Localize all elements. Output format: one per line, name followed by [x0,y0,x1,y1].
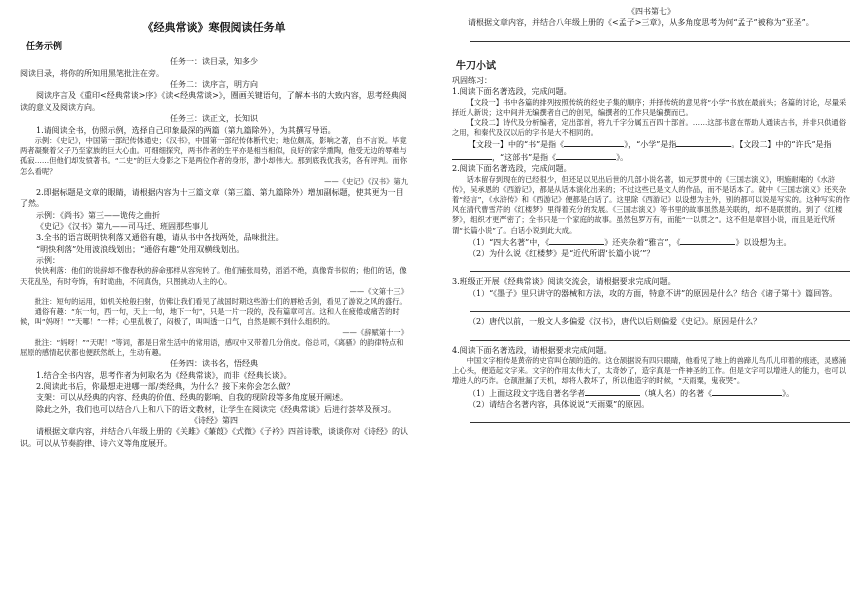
q2-blank-1[interactable] [549,236,604,245]
q4-blank-2[interactable] [712,387,782,396]
task3-item2: 2.即据标题是文章的眼睛，请根据内容为十三篇文章（第三篇、第九篇除外）增加副标题，使其更为一目了然。 [20,187,404,209]
quote-1-note: 批注：短句的运用，如机关枪般扫射，仿佛让我们看见了战国时期这些游士们的唇枪舌剑，看见了游说之风的盛行。 [34,297,407,307]
q1-fill-text-e: 》。 [616,152,629,162]
task3-item1: 1.请阅读全书，仿照示例，选择自己印象最深的两篇（第九篇除外），为其撰写导语。 [36,125,336,135]
task3-item3-sub: “明快利落”处用波浪线划出；“通俗有趣”处用双横线划出。 [36,244,245,254]
answer-line[interactable] [470,261,850,272]
q2-paragraph: 话本留存到现在的已经很少，但还足以见出后世的几部小说名著，如元罗贯中的《三国志演义》，明施耐庵的《水浒传》，吴承恩的《西游记》，都是从话本演化出来的；不过这些已是文人的作品，而不是话本了。就中《三国志演义》还夹杂着“经言”，《水浒传》和《西游记》便都是白话了。这里除《西游记》以设想为主外，别的都可以说是写实的。这种写实的作风在清代曹雪芹的《红楼梦》里得着充分的发展。《三国志演义》等书里的故事虽然是关联的，却不是联贯的。到了《红楼梦》，组织才更严密了；全书只是一个家庭的故事。虽然包罗万有，而能“一以贯之”。这不但是章回小说，而且是近代所谓“长篇小说”了。白话小说到此大成。 [452,174,850,235]
q2-sub2: （2）为什么说《红楼梦》是“近代所谓‘长篇小说’”？ [468,249,655,259]
q1-blank-1[interactable] [564,138,624,147]
q4-sub1-text-a: （1）上面这段文字选自著名学者 [468,388,586,398]
q1-blank-3[interactable] [452,151,492,160]
q1-paragraph-2: 【文段二】诗代及分析编者，定出部首，将九千字分属五百四十部首。……这部书意在帮助人通读古书，并非只供通俗之用，和秦代及汉以后的字书是大不相同的。 [452,118,847,138]
task3-example-sign: ——《史记》《汉书》第九 [324,176,408,186]
q1-fill-line [452,138,850,163]
q4-sub1 [452,387,850,399]
task3-example: 示例：《史记》，中国第一部纪传体通史；《汉书》，中国第一部纪传体断代史；地位颇高，影响之著，自不言说。毕竟两者凝聚着父子乃至家族的巨大心血。可细细探究，两书作者的生平亦是相当相似，良好的家学熏陶，他受无边的辱难与孤寂……但他们却发愤著书。“二史”的巨大身影之下是两位作者的身形，渺小却伟大。那到底我优我劣，各有评判。而你怎么看呢？ [20,135,407,176]
task4-heading: 任务四：读书名，悟经典 [170,359,258,369]
question-1: 1.阅读下面名著选段，完成问题。 [452,87,572,97]
q3-sub1: （1）“《墨子》里只讲守的器械和方法，攻的方面，特意不讲”的原因是什么？结合《诸子第十》篇回答。 [468,288,838,298]
practice-label: 巩固练习： [452,75,492,85]
q4-sub1-text-b: （填人名）的名著《 [640,388,713,398]
question-2: 2.阅读下面名著选段，完成问题。 [452,164,572,174]
q1-fill-text-c: 。【文段二】中的“许氏”是指 [731,140,832,150]
task3-heading: 任务三：读正文，长知识 [170,114,258,124]
question-4: 4.阅读下面名著选段，请根据要求完成问题。 [452,345,612,355]
practice-section-heading: 牛刀小试 [456,60,496,72]
task3-item2-example: 示例：《尚书》第三——诡传之曲折 [36,210,160,220]
task4-item3: 支架：可以从经典的内容、经典的价值、经典的影响、自我的现阶段等多角度展开阐述。 [36,393,348,403]
q2-blank-2[interactable] [680,236,735,245]
quote-1-sign: ——《文第十三》 [349,286,408,296]
q4-sub1-text-c: 》。 [782,388,795,398]
q1-fill-text-b: 》，“小学”是指 [624,140,677,150]
page-title: 《经典常谈》寒假阅读任务单 [142,21,286,34]
task2-text: 阅读序言及《重印<经典常谈>序》《读<经典常谈>》，圈画关键语句，了解本书的大致内容，思考经典阅读的意义及阅读方向。 [20,91,407,112]
task1-text: 阅读目录，将你的所知用黑笔批注在旁。 [20,68,164,78]
q4-paragraph: 中国文字相传是黄帝的史官叫仓颉的造的。这仓颉据说有四只眼睛，他看见了地上的兽蹄儿鸟爪儿印着的痕迹，灵感涌上心头，便造起文字来。文字的作用太伟大了，太奇妙了，造字真是一件神圣的工作。但是文字可以增进人的能力，也可以增进人的巧诈。仓颉泄漏了天机，却将人教坏了，所以他造字的时候，“天雨粟，鬼夜哭”。 [452,355,847,386]
four-books-text: 请根据文章内容，并结合八年级上册的《<孟子>三章》，从多角度思考为何“孟子”被称为“亚圣”。 [468,18,814,28]
poetry-heading: 《诗经》第四 [190,416,238,426]
q1-fill-text-d: ，“这部书”是指《 [492,152,557,162]
answer-line[interactable] [470,330,850,341]
task4-item2: 2.阅读此书后，你最想走进哪一部/类经典，为什么？接下来你会怎么做？ [36,381,295,391]
right-column [452,6,850,427]
task3-item3-label: 示例： [36,256,60,266]
answer-line[interactable] [470,301,850,312]
section-heading: 任务示例 [26,41,63,52]
q4-blank-1[interactable] [585,387,640,396]
q1-blank-4[interactable] [556,151,616,160]
quote-2-sign: ——《辞赋第十一》 [342,327,408,337]
quote-2: 通俗有趣：“东一句，西一句，天上一句，地下一句”，只是一片一段的，没有篇章可言。这和人在疲倦或痛苦的时候，叫“妈呀！”“天哪！”一样；心里乱极了，闷极了，叫叫透一口气，自然是顾不到什么组织的。 [20,307,400,327]
quote-2-note: 批注：“妈呀！”“天呢！”等词，都是日常生活中的常用语，感叹中又带着几分俏皮。俗总司，《离骚》的韵律特点和屈原的感情起伏都也便跃然纸上，生动有趣。 [20,337,404,358]
task3-item2-example2: 《史记》《汉书》第九——司马迁、班固那些事儿 [36,221,208,231]
task4-summary: 除此之外，我们也可以结合八上和八下的语文教材，让学生在阅读完《经典常谈》后进行荟萃及预习。 [36,404,396,414]
q2-sub1-text-a: （1）“四大名著”中，《 [468,237,550,247]
quote-1: 快快利落：他们的说辞却不像春秋的辞命那样从容宛转了。他们铺张局势，滔滔不绝，真像背书似的；他们的话，像天花乱坠，有时夸饰，有时诡曲，不问真伪，只图挑动人主的心。 [20,266,407,286]
answer-line[interactable] [470,412,850,423]
q1-fill-text-a: 【文段一】中的“书”是指《 [468,140,565,150]
q4-sub2: （2）请结合名著内容，具体说说“天雨粟”的原因。 [468,399,650,409]
q1-paragraph-1: 【文段一】书中各篇的排列按照传统的经史子集的顺序；并择传统的意见将“小学”书放在最前头；各篇的讨论，尽量采择近人新说；这中间并无编撰者自己的创见，编撰者的工作只是编撰而已。 [452,97,847,117]
q3-sub2: （2）唐代以前，一般文人多偏爱《汉书》，唐代以后则偏爱《史记》。原因是什么？ [468,317,762,327]
task3-item3: 3.全书的语言既明快利落又通俗有趣，请从书中各找两处，品味批注。 [36,233,284,243]
task1-heading: 任务一：读目录，知多少 [170,57,258,67]
question-3: 3.班级正开展《经典常谈》阅读交流会，请根据要求完成问题。 [452,277,676,287]
four-books-heading: 《四书第七》 [627,7,675,16]
q1-blank-2[interactable] [676,138,731,147]
q2-sub1-text-b: 》还夹杂着“雅言”，《 [604,237,681,247]
answer-line[interactable] [470,31,850,42]
task4-item1: 1.结合全书内容，思考作者为何取名为《经典常谈》，而非《经典长谈》。 [36,370,292,380]
task2-heading: 任务二：读序言，明方向 [170,80,258,90]
left-column [20,6,408,449]
q2-sub1 [452,236,850,248]
q2-sub1-text-c: 》以设想为主。 [735,237,792,247]
poetry-text: 请根据文章内容，并结合八年级上册的《关雎》《蒹葭》《式微》《子衿》四首诗歌，谈谈你对《诗经》的认识。可以从节奏韵律、诗六义等角度展开。 [20,427,408,448]
